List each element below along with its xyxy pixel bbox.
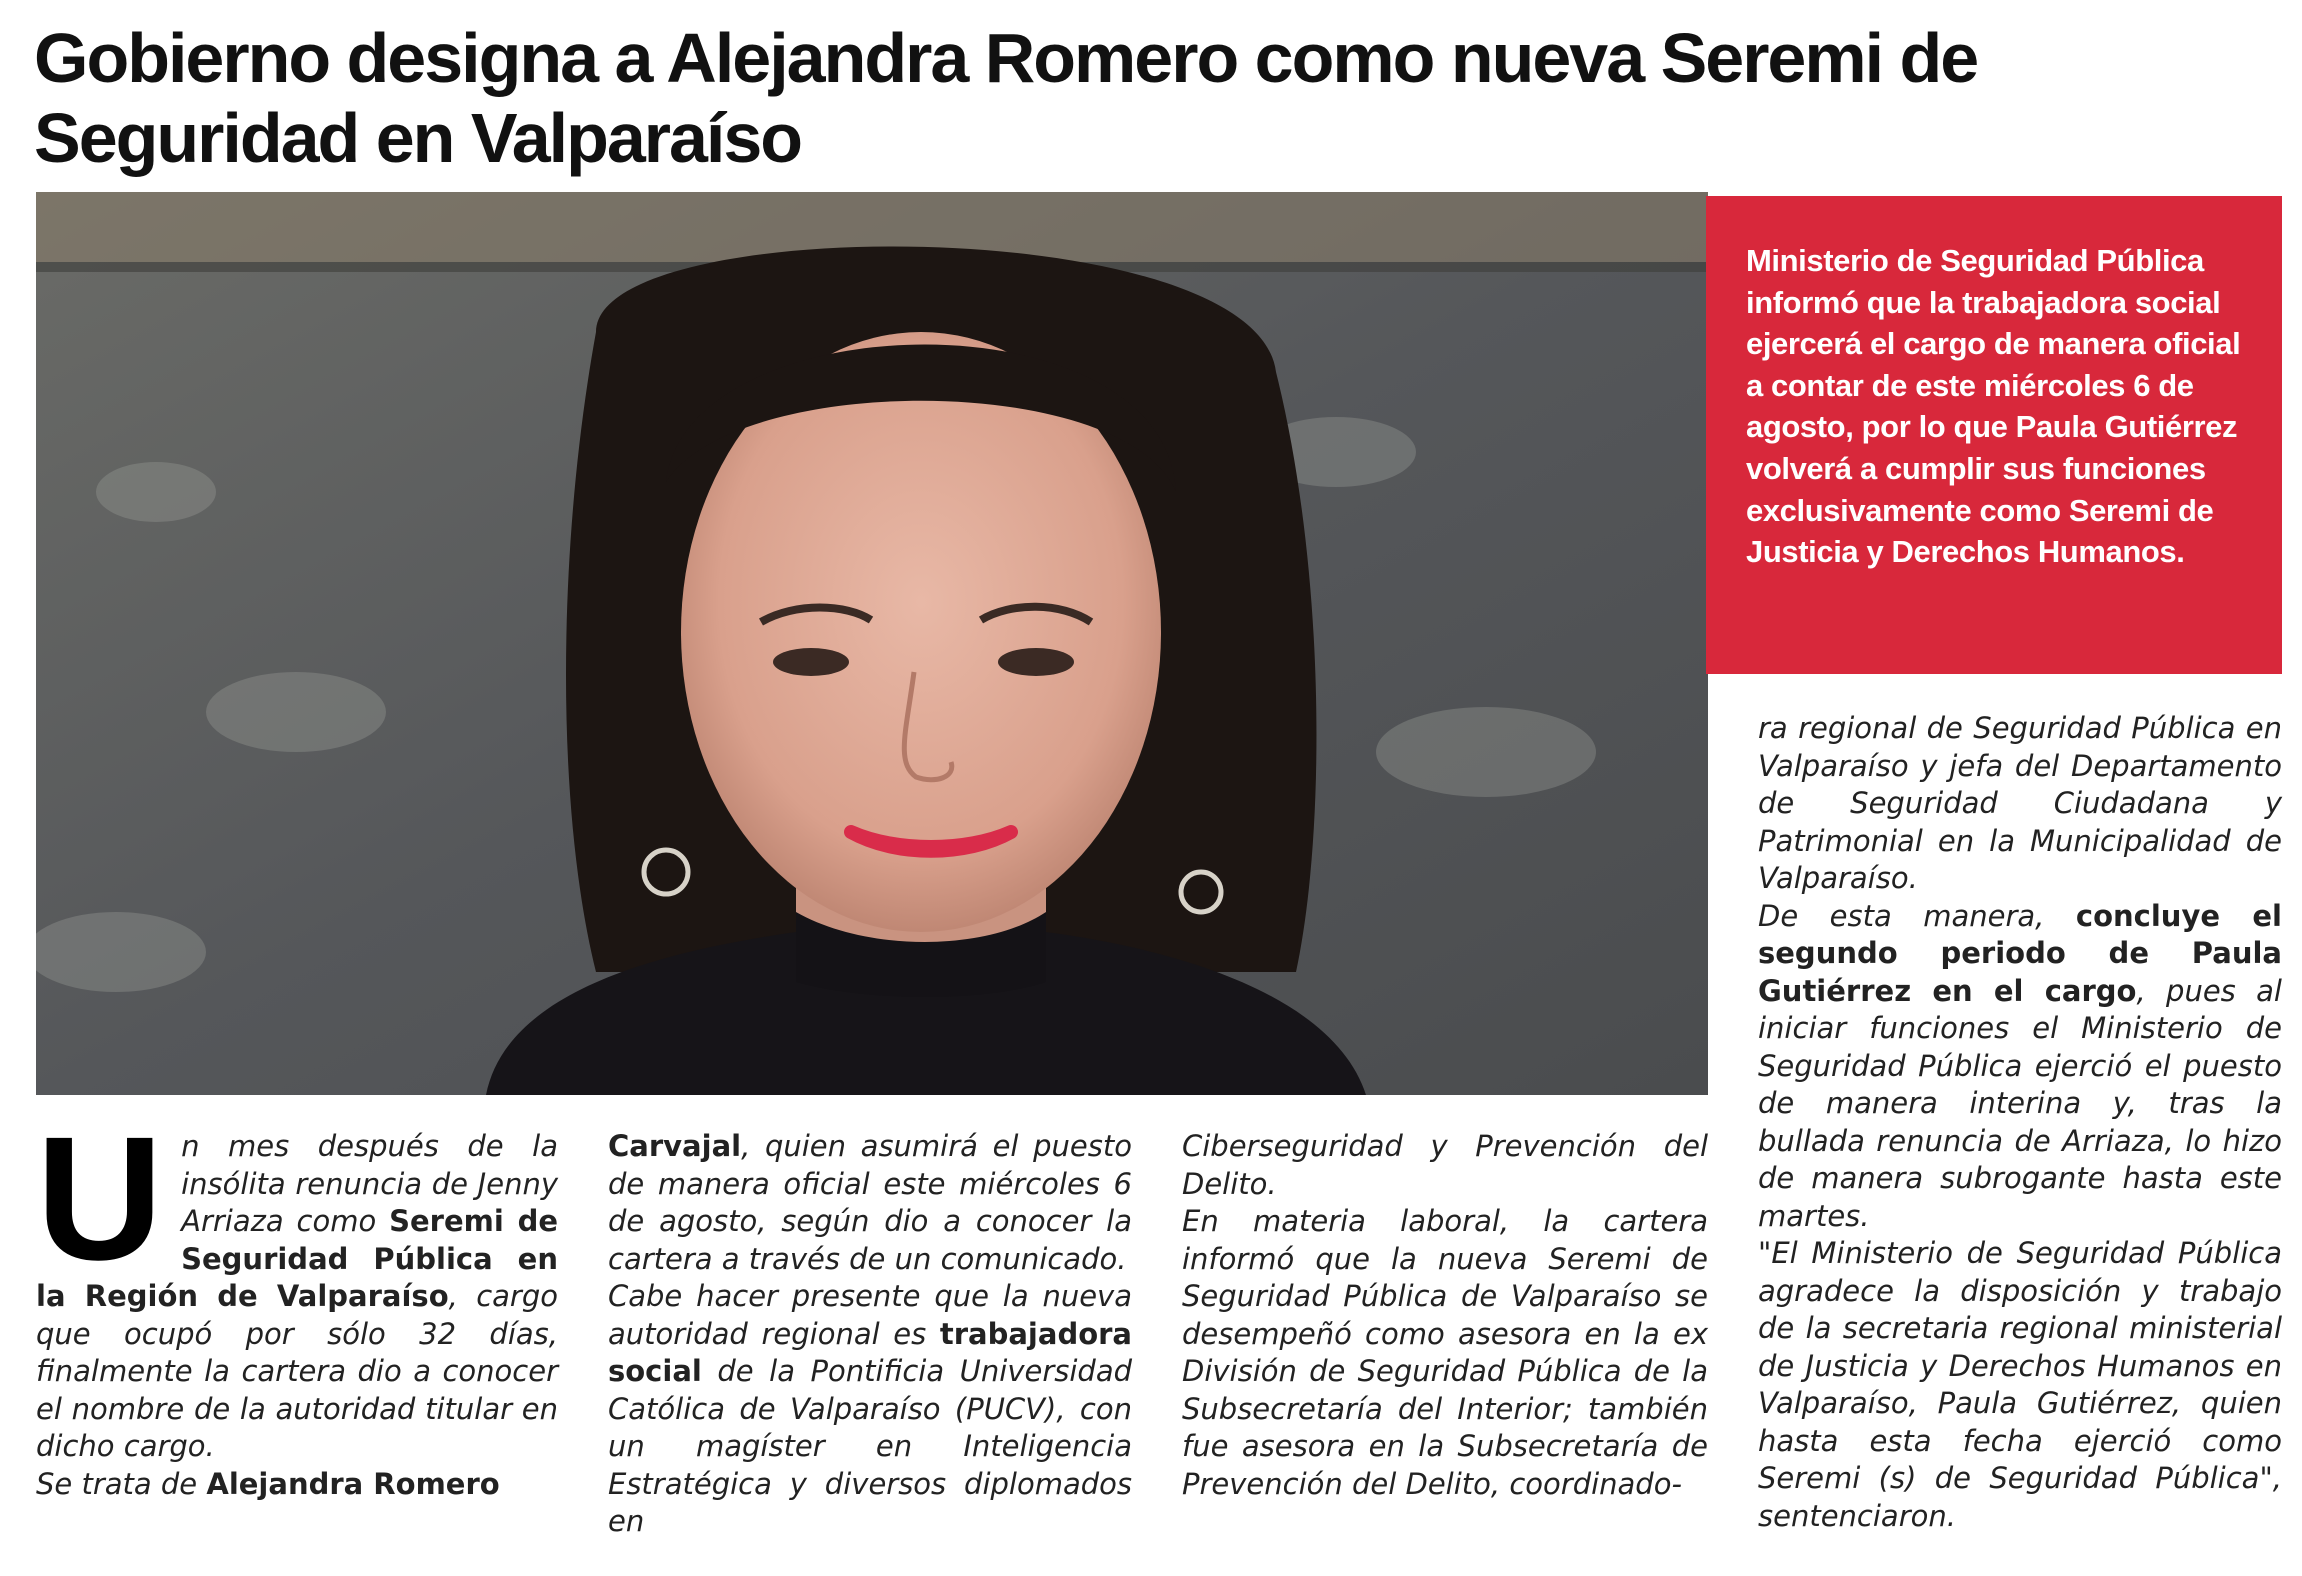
body-text: , quien asumirá el puesto de manera oficial este miércoles 6 de agosto, según dio a conocer la cartera a través de un comunicado. bbox=[608, 1129, 1132, 1276]
body-text: de la Pontificia Universidad Católica de Valparaíso (PUCV), con un magíster en Inteligencia Estratégica y diversos diplomados en bbox=[608, 1354, 1132, 1538]
dropcap: U bbox=[36, 1101, 160, 1297]
body-emphasis: trabajadora social bbox=[608, 1316, 1132, 1388]
body-text: Se trata de bbox=[36, 1466, 207, 1501]
body-text: Ciberseguridad y Prevención del Delito. bbox=[1182, 1129, 1708, 1201]
body-emphasis: Carvajal bbox=[608, 1129, 742, 1163]
body-text: , pues al iniciar funciones el Ministerio de Seguridad Pública ejerció el puesto de manera interina y, tras la bullada renuncia de Arriaza, lo hizo de manera subrogante hasta este martes. bbox=[1758, 973, 2282, 1233]
headline: Gobierno designa a Alejandra Romero como nueva Seremi de Seguridad en Valparaíso bbox=[34, 19, 1978, 177]
body-column-4 bbox=[1758, 710, 2282, 1535]
body-text: De esta manera, bbox=[1758, 898, 2076, 933]
body-column-3 bbox=[1182, 1128, 1708, 1503]
body-quote: "El Ministerio de Seguridad Pública agradece la disposición y trabajo de la secretaria regional ministerial de Justicia y Derechos Humanos en Valparaíso, Paula Gutiérrez, quien hasta esta fecha ejerció como Seremi (s) de Seguridad Pública", sentenciaron. bbox=[1758, 1236, 2282, 1533]
body-column-2 bbox=[608, 1128, 1132, 1541]
body-emphasis: Alejandra Romero bbox=[206, 1466, 500, 1501]
body-column-1 bbox=[36, 1101, 558, 1503]
body-text: Cabe hacer presente que la nueva autoridad regional es bbox=[608, 1279, 1132, 1351]
body-text: , cargo que ocupó por sólo 32 días, finalmente la cartera dio a conocer el nombre de la autoridad titular en dicho cargo. bbox=[36, 1279, 558, 1463]
body-text: ra regional de Seguridad Pública en Valparaíso y jefa del Departamento de Seguridad Ciudadana y Patrimonial en la Municipalidad de Valparaíso. bbox=[1758, 711, 2282, 895]
body-emphasis: Seremi de Seguridad Pública en la Región de Valparaíso bbox=[36, 1204, 558, 1313]
body-emphasis: concluye el segundo periodo de Paula Gutiérrez en el cargo bbox=[1758, 898, 2282, 1008]
body-text: En materia laboral, la cartera informó que la nueva Seremi de Seguridad Pública de Valparaíso se desempeñó como asesora en la ex División de Seguridad Pública de la Subsecretaría del Interior; también fue asesora en la Subsecretaría de Prevención del Delito, coordinado- bbox=[1182, 1204, 1708, 1501]
callout-text: Ministerio de Seguridad Pública informó que la trabajadora social ejercerá el cargo de manera oficial a contar de este miércoles 6 de agosto, por lo que Paula Gutiérrez volverá a cumplir sus funciones exclusivamente como Seremi de Justicia y Derechos Humanos. bbox=[1746, 243, 2241, 570]
body-text: n mes después de la insólita renuncia de Jenny Arriaza como bbox=[181, 1129, 558, 1238]
portrait-photo bbox=[36, 192, 1708, 1095]
highlight-callout bbox=[1706, 196, 2282, 674]
